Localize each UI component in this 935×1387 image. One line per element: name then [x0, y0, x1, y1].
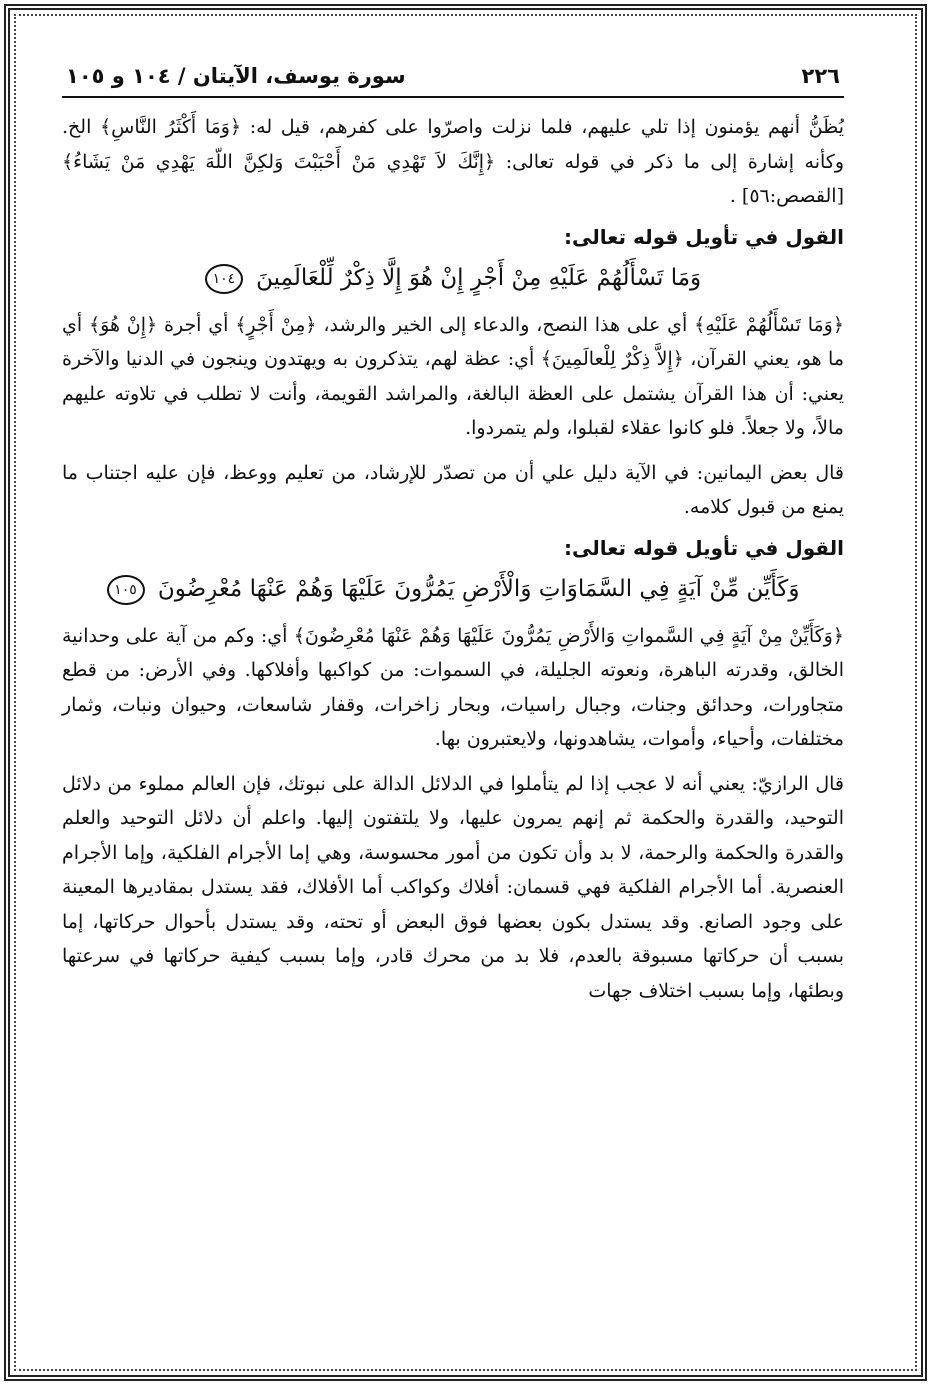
page-content	[62, 110, 844, 1008]
section-heading-1: القول في تأويل قوله تعالى:	[564, 224, 844, 249]
chapter-title: سورة يوسف، الآيتان / ١٠٤ و ١٠٥	[66, 64, 406, 88]
paragraph-3: قال بعض اليمانين: في الآية دليل علي أن من تصدّر للإرشاد، من تعليم ووعظ، فإن عليه اجتناب ما يمنع من قبول كلامه.	[62, 461, 844, 518]
verse-text-1: وَمَا تَسْأَلُهُمْ عَلَيْهِ مِنْ أَجْرٍ إِنْ هُوَ إِلَّا ذِكْرٌ لِّلْعَالَمِينَ	[256, 264, 702, 291]
paragraph-4: ﴿وَكَأَيِّنْ مِنْ آيَةٍ فِي السَّمواتِ وَالأَرْضِ يَمُرُّونَ عَلَيْهَا وَهُمْ عَنْهَا مُعْرِضُونَ﴾ أي: وكم من آية على وحدانية الخالق، وقدرته الباهرة، ونعوته الجليلة، في السموات: من كواكبها وأفلاكها. وفي الأرض: من قطع متجاورات، وحدائق وجنات، وجبال راسيات، وبحار زاخرات، وقفار شاسعات، وحيوان ونبات، وثمار مختلفات، وأحياء، وأموات، يشاهدونها، ولايعتبرون بها.	[62, 624, 844, 750]
quran-verse-2	[62, 567, 844, 611]
book-page	[62, 58, 844, 1014]
paragraph-5: قال الرازيّ: يعني أنه لا عجب إذا لم يتأملوا في الدلائل الدالة على نبوتك، فإن العالم مملوء من دلائل التوحيد، والقدرة والحكمة ثم إنهم يمرون عليها، ولا يلتفتون إليها. واعلم أن دلائل التوحيد والعلم والقدرة والحكمة والرحمة، لا بد وأن تكون من أمور محسوسة، وهي إما الأجرام الفلكية، وإما الأجرام العنصرية. أما الأجرام الفلكية فهي قسمان: أفلاك وكواكب أما الأفلاك، فقد يستدل بمقاديرها المعينة على وجود الصانع. وقد يستدل بكون بعضها فوق البعض أو تحته، وقد يستدل بأحوال حركاتها، إما بسبب أن حركاتها مسبوقة بالعدم، فلا بد من محرك قادر، وإما بسبب كيفية حركاتها في سرعتها وبطئها، وإما بسبب اختلاف جهات	[62, 772, 844, 1002]
quran-verse-1	[62, 256, 844, 300]
verse-number-2: ١٠٥	[107, 575, 145, 605]
verse-number-1: ١٠٤	[205, 264, 243, 294]
running-header	[62, 58, 844, 98]
page-number: ٢٢٦	[801, 64, 840, 88]
paragraph-2: ﴿وَمَا تَسْأَلُهُمْ عَلَيْهِ﴾ أي على هذا النصح، والدعاء إلى الخير والرشد، ﴿مِنْ أَجْرٍ﴾ أي أجرة ﴿إِنْ هُوَ﴾ أي ما هو، يعني القرآن، ﴿إِلاَّ ذِكْرٌ لِلْعالَمِينَ﴾ أي: عظة لهم، يتذكرون به ويهتدون وينجون في الدنيا والآخرة يعني: أن هذا القرآن يشتمل على العظة البالغة، والمراشد القويمة، وأنت لا تطلب في تلاوته عليهم مالاً، ولا جعلاً. فلو كانوا عقلاء لقبلوا، ولم يتمردوا.	[62, 313, 844, 439]
verse-text-2: وَكَأَيِّن مِّنْ آيَةٍ فِي السَّمَاوَاتِ وَالْأَرْضِ يَمُرُّونَ عَلَيْهَا وَهُمْ عَنْهَا مُعْرِضُونَ	[157, 575, 800, 602]
section-heading-2: القول في تأويل قوله تعالى:	[564, 535, 844, 560]
paragraph-1: يُظَنُّ أنهم يؤمنون إذا تلي عليهم، فلما نزلت واصرّوا على كفرهم، قيل له: ﴿وَمَا أَكْثَرُ النَّاسِ﴾ الخ. وكأنه إشارة إلى ما ذكر في قوله تعالى: ﴿إِنَّكَ لاَ تَهْدِي مَنْ أَحْبَبْتَ وَلكِنَّ اللّهَ يَهْدِي مَنْ يَشَاءُ﴾ [القصص:٥٦] .	[62, 116, 844, 207]
